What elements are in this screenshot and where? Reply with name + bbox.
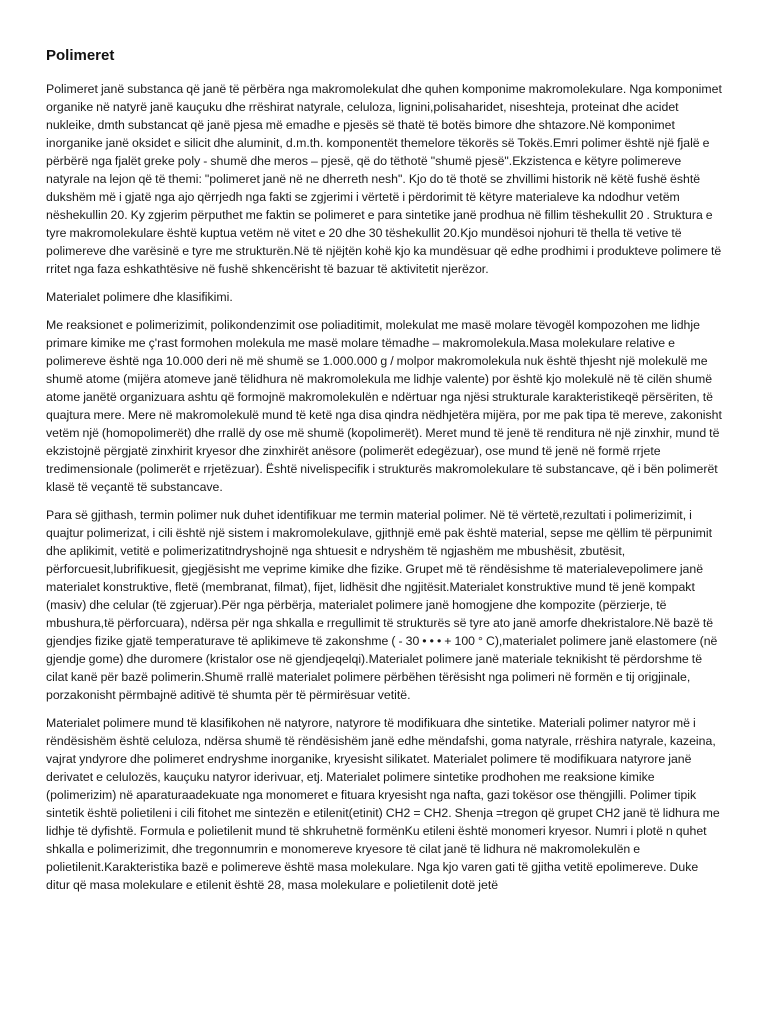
paragraph-introduction: Polimeret janë substanca që janë të përbëra nga makromolekulat dhe quhen komponime makromolekulare. Nga komponimet organike në natyrë janë kauçuku dhe rrëshirat natyrale, celuloza, lignini,polisaharidet, niseshteja, proteinat dhe acidet nukleike, dmth substancat që janë pjesa më emadhe e pjesës së thatë të botës bimore dhe shtazore.Në komponimet inorganike janë oksidet e silicit dhe aluminit, d.m.th. komponentët themelore tëkorës së Tokës.Emri polimer është një fjalë e përbërë nga fjalët greke poly - shumë dhe meros – pjesë, që do tëthotë "shumë pjesë".Ekzistenca e këtyre polimereve natyrale na lejon që të themi: "polimeret janë në ne dherreth nesh". Kjo do të thotë se zhvillimi historik në këtë fushë është dukshëm më i gjatë nga ajo qërrjedh nga fakti se zgjerimi i vërtetë i përdorimit të këtyre materialeve ka ndodhur vetëm nëshekullin 20. Ky zgjerim përputhet me faktin se polimeret e para sintetike janë prodhua në fillim tëshekullit 20 . Struktura e tyre makromolekulare është kuptua vetëm në vitet e 20 dhe 30 tëshekullit 20.Kjo mundësoi njohuri të thella të vetive të polimereve dhe varësinë e tyre me strukturën.Në të njëjtën kohë kjo ka mundësuar që edhe prodhimi i produkteve polimere të rritet nga faza eshkathtësive në fushë shkencërisht të bazuar të aktivitetit njerëzor. — [46, 82, 722, 276]
page-title: Polimeret — [46, 47, 115, 64]
paragraph-macromolecules: Me reaksionet e polimerizimit, polikondenzimit ose poliaditimit, molekulat me masë molare tëvogël kompozohen me lidhje primare kimike me ç'rast formohen molekula me masë molare tëmadhe – makromolekula.Masa molekulare relative e polimereve është nga 10.000 deri në më shumë se 1.000.000 g / molpor makromolekula nuk është thjesht një molekulë me shumë atome (mijëra atomeve janë tëlidhura në makromolekula me lidhje valente) por është kjo molekulë në të cilën shumë atome janëtë organizuara ashtu që formojnë makromolekulën e ndërtuar nga njësi strukturale karakteristikeqë përsëriten, të quajtura mere. Mere në makromolekulë mund të ketë nga disa qindra nëdhjetëra mijëra, por me pak tipa të mereve, zakonisht vetëm një (homopolimerët) dhe rrallë dy ose më shumë (kopolimerët). Meret mund të jenë të renditura në një zinxhir, mund të ekzistojnë përgjatë zinxhirit kryesor dhe zinxhirët anësore (polimerët edegëzuar), ose mund të jenë në formë rrjete tredimensionale (polimerët e rrjetëzuar). Është nivelispecifik i strukturës makromolekulare të substancave, që i bën polimerët klasë të veçantë të substancave. — [46, 318, 722, 494]
paragraph-classification: Materialet polimere mund të klasifikohen në natyrore, natyrore të modifikuara dhe sintetike. Materiali polimer natyror më i rëndësishëm është celuloza, ndërsa shumë të rëndësishëm janë edhe mëndafshi, goma natyrale, rrëshira natyrale, kazeina, vajrat yndyrore dhe polimeret endryshme inorganike, kryesisht silikatet. Materialet polimere të modifikuara natyrore janë derivatet e celulozës, kauçuku natyror iderivuar, etj. Materialet polimere sintetike prodhohen me reaksione kimike (polimerizim) në aparaturaadekuate nga monomeret e fituara kryesisht nga nafta, gazi tokësor ose thëngjilli. Polimer tipik sintetik është polietileni i cili fitohet me sintezën e etilenit(etinit) CH2 = CH2. Shenja =tregon që grupet CH2 janë të lidhura me lidhje të dyfishtë. Formula e polietilenit mund të shkruhetnë formënKu etileni është monomeri kryesor. Numri i plotë n quhet shkalla e polimerizimit, dhe tregonnumrin e monomereve kryesore të cilat janë të lidhura në makromolekulën e polietilenit.Karakteristika bazë e polimereve është masa molekulare. Nga kjo varen gati të gjitha vetitë epolimereve. Duke ditur që masa molekulare e etilenit është 28, masa molekulare e polietilenit dotë jetë — [46, 716, 720, 892]
paragraph-polymer-materials: Para së gjithash, termin polimer nuk duhet identifikuar me termin material polimer. Në të vërtetë,rezultati i polimerizimit, i quajtur polimerizat, i cili është një sistem i makromolekulave, gjithnjë emë pak është material, sepse me qëllim të përpunimit dhe aplikimit, vetitë e polimerizatitndryshojnë nga shtuesit e ndryshëm të ngjashëm me mbushësit, zbutësit, përforcuesit,lubrifikuesit, gjegjësisht me veprime kimike dhe fizike. Grupet më të rëndësishme të materialevepolimere janë materialet konstruktive, fletë (membranat, filmat), fijet, lidhësit dhe ngjitësit.Materialet konstruktive mund të jenë kompakt (masiv) dhe celular (të zgjeruar).Për nga përbërja, materialet polimere janë homogjene dhe kompozite (përzierje, të mbushura,të përforcuara), ndërsa për nga shkalla e rregullimit të strukturës së tyre ato janë amorfe dhekristalore.Në bazë të gjendjes fizike gjatë temperaturave të aplikimeve të zakonshme ( - 30 • • • + 100 ° C),materialet polimere janë elastomere (në gjendje gome) dhe duromere (kristalor ose në gjendjeqelqi).Materialet polimere janë materiale teknikisht të përdorshme të cilat kanë për bazë polimerin.Shumë rrallë materialet polimere përbëhen tërësisht nga polimeri në formën e tij origjinale, porzakonisht përmbajnë aditivë të shumta për të përmirësuar vetitë. — [46, 508, 718, 702]
document-body — [46, 46, 722, 904]
section-heading-classification: Materialet polimere dhe klasifikimi. — [46, 290, 233, 304]
